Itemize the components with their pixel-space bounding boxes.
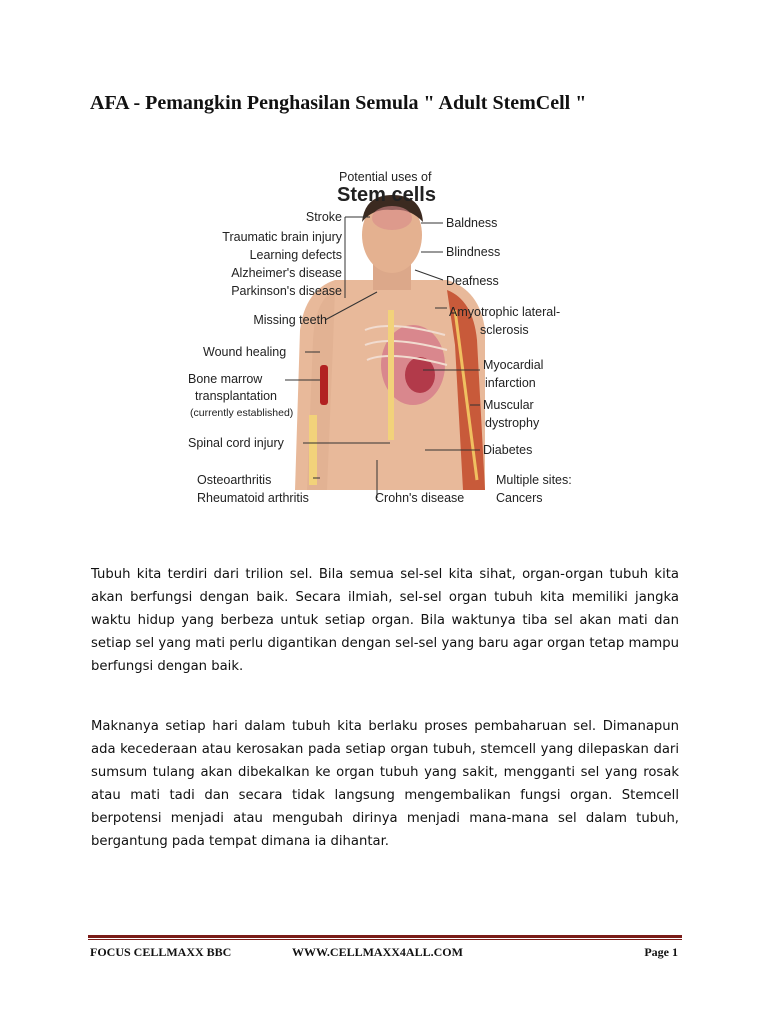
label-cancers: Cancers: [496, 491, 543, 505]
label-infarction: infarction: [485, 376, 536, 390]
label-learning-defects: Learning defects: [249, 248, 342, 262]
label-crohns-disease: Crohn's disease: [375, 491, 465, 505]
body-illustration: [185, 160, 595, 515]
figure-subtitle: Potential uses of: [339, 170, 432, 184]
label-currently-established: (currently established): [190, 407, 294, 419]
label-bone-marrow: Bone marrow: [188, 372, 263, 386]
label-deafness: Deafness: [446, 274, 499, 288]
label-wound-healing: Wound healing: [203, 345, 287, 359]
label-alzheimers-disease: Alzheimer's disease: [231, 266, 342, 280]
document-title: AFA - Pemangkin Penghasilan Semula " Adult StemCell ": [90, 92, 587, 114]
label-multiple-sites: Multiple sites:: [496, 473, 572, 487]
label-transplantation: transplantation: [195, 389, 278, 403]
paragraph-2: Maknanya setiap hari dalam tubuh kita berlaku proses pembaharuan sel. Dimanapun ada kecederaan atau kerosakan pada setiap organ tubuh, stemcell yang dilepaskan dari sumsum tulang akan dibekalkan ke organ tubuh yang sakit, mengganti sel yang rosak atau mati tadi dan secara tidak langsung mengembalikan fungsi organ. Stemcell berpotensi menjadi atau mengubah dirinya menjadi mana-mana sel dalam tubuh, bergantung pada tempat dimana ia dihantar.: [91, 719, 679, 849]
footer-rule: [88, 935, 682, 938]
label-stroke: Stroke: [305, 210, 342, 224]
label-spinal-cord-injury: Spinal cord injury: [188, 436, 284, 450]
label-diabetes: Diabetes: [483, 443, 533, 457]
label-rheumatoid-arthritis: Rheumatoid arthritis: [197, 491, 309, 505]
footer-website: WWW.CELLMAXX4ALL.COM: [292, 945, 463, 959]
footer-left: FOCUS CELLMAXX BBC: [90, 945, 232, 959]
label-dystrophy: dystrophy: [485, 416, 540, 430]
label-sclerosis: sclerosis: [480, 323, 529, 337]
stem-cell-diagram: [185, 160, 595, 515]
footer-rule-thin: [88, 939, 682, 940]
label-myocardial: Myocardial: [483, 358, 544, 372]
label-parkinsons-disease: Parkinson's disease: [231, 284, 342, 298]
label-traumatic-brain-injury: Traumatic brain injury: [222, 230, 342, 244]
label-blindness: Blindness: [446, 245, 501, 259]
label-baldness: Baldness: [446, 216, 498, 230]
label-missing-teeth: Missing teeth: [253, 313, 327, 327]
figure-heading: Stem cells: [337, 184, 436, 206]
page-number: Page 1: [644, 945, 678, 959]
label-osteoarthritis: Osteoarthritis: [197, 473, 272, 487]
label-muscular: Muscular: [483, 398, 534, 412]
label-amyotrophic-lateral: Amyotrophic lateral-: [449, 305, 561, 319]
paragraph-1: Tubuh kita terdiri dari trilion sel. Bila semua sel-sel kita sihat, organ-organ tubuh kita akan berfungsi dengan baik. Secara ilmiah, sel-sel organ tubuh kita memiliki jangka waktu hidup yang berbeza untuk setiap organ. Bila waktunya tiba sel akan mati dan setiap sel yang mati perlu digantikan dengan sel-sel yang baru agar organ tetap mampu berfungsi dengan baik.: [91, 567, 679, 674]
